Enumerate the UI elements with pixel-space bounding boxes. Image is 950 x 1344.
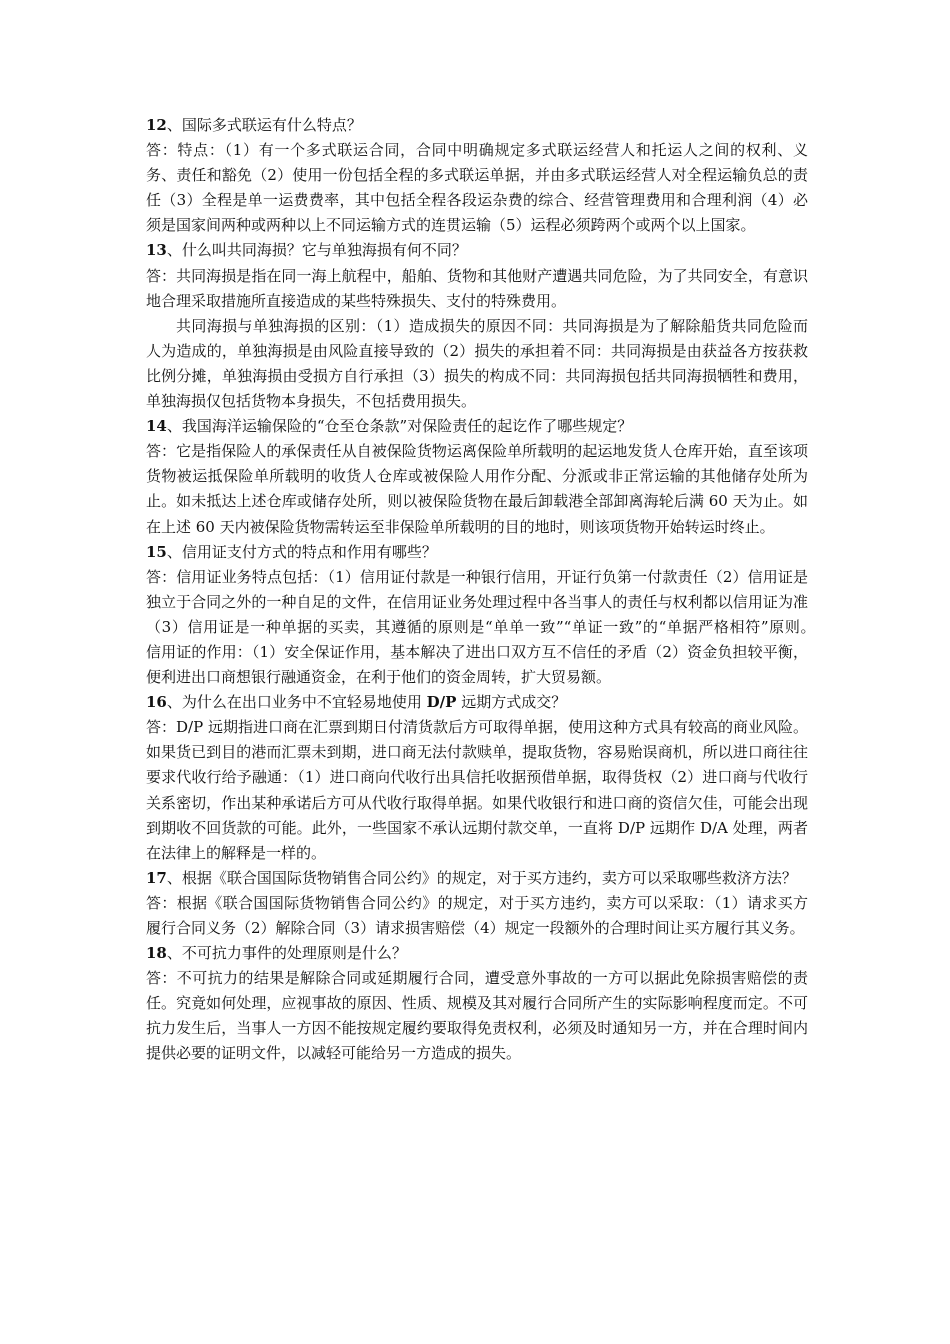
- question-12: [146, 113, 808, 138]
- question-text: 、根据《联合国国际货物销售合同公约》的规定，对于买方违约，卖方可以采取哪些救济方法？: [166, 868, 797, 887]
- question-16: [146, 690, 808, 715]
- question-text: 、为什么在出口业务中不宜轻易地使用: [166, 693, 427, 712]
- question-17: [146, 866, 808, 891]
- question-text: 、信用证支付方式的特点和作用有哪些？: [166, 542, 437, 561]
- question-number: 12: [146, 116, 167, 134]
- question-text: 、什么叫共同海损？它与单独海损有何不同？: [166, 241, 467, 260]
- question-15: [146, 540, 808, 565]
- question-number: 16: [146, 693, 167, 712]
- question-text-end: 远期方式成交？: [456, 693, 567, 712]
- answer-18: 答：不可抗力的结果是解除合同或延期履行合同，遭受意外事故的一方可以据此免除损害赔偿的责任。究竟如何处理，应视事故的原因、性质、规模及其对履行合同所产生的实际影响程度而定。不可抗力发生后，当事人一方因不能按规定履约要取得免责权利，必须及时通知另一方，并在合理时间内提供必要的证明文件，以减轻可能给另一方造成的损失。: [146, 969, 808, 1063]
- question-term: D/P: [426, 693, 457, 712]
- answer-13-difference: 共同海损与单独海损的区别：（1）造成损失的原因不同：共同海损是为了解除船货共同危险而人为造成的，单独海损是由风险直接导致的（2）损失的承担着不同：共同海损是由获益各方按获救比例分摊，单独海损由受损方自行承担（3）损失的构成不同：共同海损包括共同海损牺牲和费用，单独海损仅包括货物本身损失，不包括费用损失。: [146, 316, 808, 411]
- answer-14: 答：它是指保险人的承保责任从自被保险货物运离保险单所载明的起运地发货人仓库开始，直至该项货物被运抵保险单所载明的收货人仓库或被保险人用作分配、分派或非正常运输的其他储存处所为止。如未抵达上述仓库或储存处所，则以被保险货物在最后卸载港全部卸离海轮后满 60 天为止。如在上述 60 天内被保险货物需转运至非保险单所载明的目的地时，则该项货物开始转运时终止。: [146, 442, 808, 536]
- question-text: 、国际多式联运有什么特点？: [166, 116, 362, 134]
- answer-17: 答：根据《联合国国际货物销售合同公约》的规定，对于买方违约，卖方可以采取：（1）请求买方履行合同义务（2）解除合同（3）请求损害赔偿（4）规定一段额外的合理时间让买方履行其义务。: [146, 893, 808, 937]
- question-number: 17: [146, 868, 167, 887]
- question-text: 、不可抗力事件的处理原则是什么？: [166, 944, 407, 963]
- question-number: 15: [146, 542, 167, 561]
- question-number: 18: [146, 944, 167, 963]
- question-number: 13: [146, 241, 167, 260]
- question-18: [146, 941, 808, 966]
- answer-15: 答：信用证业务特点包括：（1）信用证付款是一种银行信用，开证行负第一付款责任（2）信用证是独立于合同之外的一种自足的文件，在信用证业务处理过程中各当事人的责任与权利都以信用证为准（3）信用证是一种单据的买卖，其遵循的原则是“单单一致”“单证一致”的“单据严格相符”原则。 信用证的作用：（1）安全保证作用，基本解决了进出口双方互不信任的矛盾（2）资金负担较平衡，便利进出口商想银行融通资金，在利于他们的资金周转，扩大贸易额。: [146, 567, 824, 687]
- answer-12: 答：特点：（1）有一个多式联运合同，合同中明确规定多式联运经营人和托运人之间的权利、义务、责任和豁免（2）使用一份包括全程的多式联运单据，并由多式联运经营人对全程运输负总的责任（3）全程是单一运费费率，其中包括全程各段运杂费的综合、经营管理费用和合理利润（4）必须是国家间两种或两种以上不同运输方式的连贯运输（5）运程必须跨两个或两个以上国家。: [146, 141, 808, 235]
- question-number: 14: [146, 417, 167, 436]
- answer-13: 答：共同海损是指在同一海上航程中，船舶、货物和其他财产遭遇共同危险，为了共同安全，有意识地合理采取措施所直接造成的某些特殊损失、支付的特殊费用。: [146, 266, 808, 310]
- question-text: 、我国海洋运输保险的“仓至仓条款”对保险责任的起讫作了哪些规定？: [166, 417, 633, 436]
- document-page: [146, 113, 824, 1067]
- answer-16: 答：D/P 远期指进口商在汇票到期日付清货款后方可取得单据，使用这种方式具有较高的商业风险。如果货已到目的港而汇票未到期，进口商无法付款赎单，提取货物，容易贻误商机，所以进口商往往要求代收行给予融通：（1）进口商向代收行出具信托收据预借单据，取得货权（2）进口商与代收行关系密切，作出某种承诺后方可从代收行取得单据。如果代收银行和进口商的资信欠佳，可能会出现到期收不回货款的可能。此外，一些国家不承认远期付款交单，一直将 D/P 远期作 D/A 处理，两者在法律上的解释是一样的。: [146, 718, 808, 862]
- question-13: [146, 238, 808, 263]
- question-14: [146, 414, 808, 439]
